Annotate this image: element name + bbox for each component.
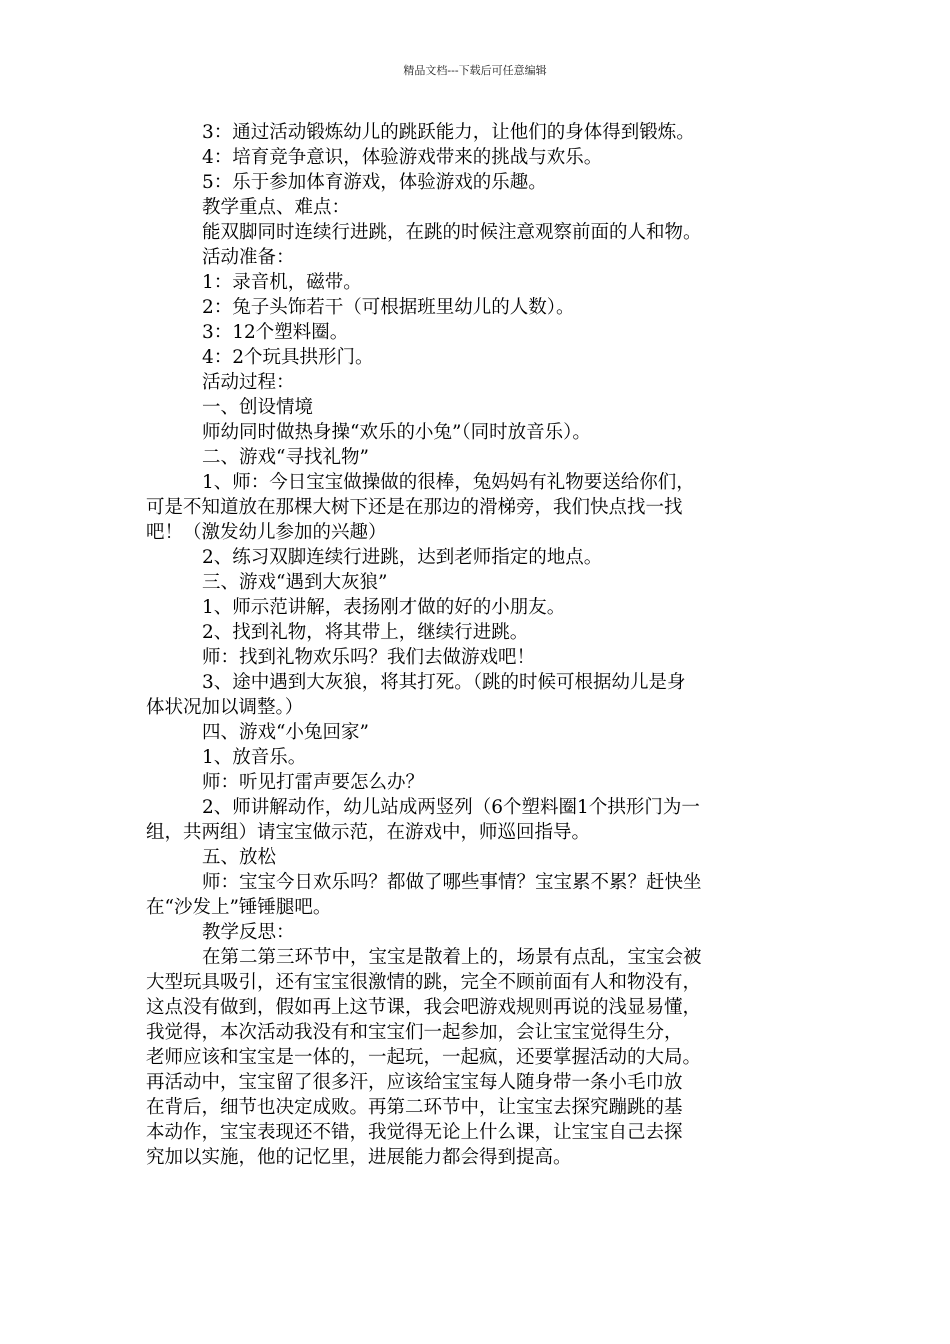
text-line: 教学重点、难点： bbox=[202, 197, 351, 218]
text-line: 活动过程： bbox=[202, 372, 295, 393]
text-line: 能双脚同时连续行进跳，在跳的时候注意观察前面的人和物。 bbox=[202, 222, 702, 243]
text-line: 在“沙发上”锤锤腿吧。 bbox=[146, 897, 332, 918]
text-line: 5：乐于参加体育游戏，体验游戏的乐趣。 bbox=[202, 172, 547, 193]
text-line: 体状况加以调整。） bbox=[146, 697, 304, 718]
text-line: 3：12个塑料圈。 bbox=[202, 322, 349, 343]
text-line: 师：找到礼物欢乐吗？我们去做游戏吧！ bbox=[202, 647, 536, 668]
text-line: 2：兔子头饰若干（可根据班里幼儿的人数）。 bbox=[202, 297, 575, 318]
text-line: 师幼同时做热身操“欢乐的小兔”（同时放音乐）。 bbox=[202, 422, 591, 443]
text-line: 1、放音乐。 bbox=[202, 747, 307, 768]
text-line: 4：培育竞争意识，体验游戏带来的挑战与欢乐。 bbox=[202, 147, 603, 168]
text-line: 4：2个玩具拱形门。 bbox=[202, 347, 374, 368]
text-line: 教学反思： bbox=[202, 922, 295, 943]
text-line: 大型玩具吸引，还有宝宝很激情的跳，完全不顾前面有人和物没有， bbox=[146, 972, 702, 993]
page-header: 精品文档---下载后可任意编辑 bbox=[403, 64, 547, 77]
text-line: 一、创设情境 bbox=[202, 397, 314, 418]
document-body bbox=[146, 120, 810, 1170]
text-line: 我觉得，本次活动我没有和宝宝们一起参加，会让宝宝觉得生分， bbox=[146, 1022, 683, 1043]
text-line: 可是不知道放在那棵大树下还是在那边的滑梯旁，我们快点找一找 bbox=[146, 497, 683, 518]
text-line: 2、师讲解动作，幼儿站成两竖列（6个塑料圈1个拱形门为一 bbox=[202, 797, 700, 818]
text-line: 2、找到礼物，将其带上，继续行进跳。 bbox=[202, 622, 529, 643]
text-line: 老师应该和宝宝是一体的，一起玩，一起疯，还要掌握活动的大局。 bbox=[146, 1047, 702, 1068]
text-line: 3、途中遇到大灰狼，将其打死。（跳的时候可根据幼儿是身 bbox=[202, 672, 686, 693]
text-line: 组，共两组）请宝宝做示范，在游戏中，师巡回指导。 bbox=[146, 822, 591, 843]
text-line: 吧！（激发幼儿参加的兴趣） bbox=[146, 522, 387, 543]
text-line: 在第二第三环节中，宝宝是散着上的，场景有点乱，宝宝会被 bbox=[202, 947, 702, 968]
text-line: 1、师：今日宝宝做操做的很棒，兔妈妈有礼物要送给你们， bbox=[202, 472, 695, 493]
text-line: 2、练习双脚连续行进跳，达到老师指定的地点。 bbox=[202, 547, 603, 568]
text-line: 究加以实施，他的记忆里，进展能力都会得到提高。 bbox=[146, 1147, 572, 1168]
text-line: 三、游戏“遇到大灰狼” bbox=[202, 572, 388, 593]
text-line: 这点没有做到，假如再上这节课，我会吧游戏规则再说的浅显易懂， bbox=[146, 997, 702, 1018]
text-line: 二、游戏“寻找礼物” bbox=[202, 447, 369, 468]
text-line: 再活动中，宝宝留了很多汗，应该给宝宝每人随身带一条小毛巾放 bbox=[146, 1072, 683, 1093]
text-line: 在背后，细节也决定成败。再第二环节中，让宝宝去探究蹦跳的基 bbox=[146, 1097, 683, 1118]
text-line: 师：宝宝今日欢乐吗？都做了哪些事情？宝宝累不累？赶快坐 bbox=[202, 872, 702, 893]
text-line: 1：录音机，磁带。 bbox=[202, 272, 362, 293]
text-line: 1、师示范讲解，表扬刚才做的好的小朋友。 bbox=[202, 597, 566, 618]
text-line: 3：通过活动锻炼幼儿的跳跃能力，让他们的身体得到锻炼。 bbox=[202, 122, 695, 143]
text-line: 五、放松 bbox=[202, 847, 277, 868]
text-line: 师：听见打雷声要怎么办？ bbox=[202, 772, 425, 793]
text-line: 四、游戏“小兔回家” bbox=[202, 722, 369, 743]
text-line: 活动准备： bbox=[202, 247, 295, 268]
text-line: 本动作，宝宝表现还不错，我觉得无论上什么课，让宝宝自己去探 bbox=[146, 1122, 683, 1143]
